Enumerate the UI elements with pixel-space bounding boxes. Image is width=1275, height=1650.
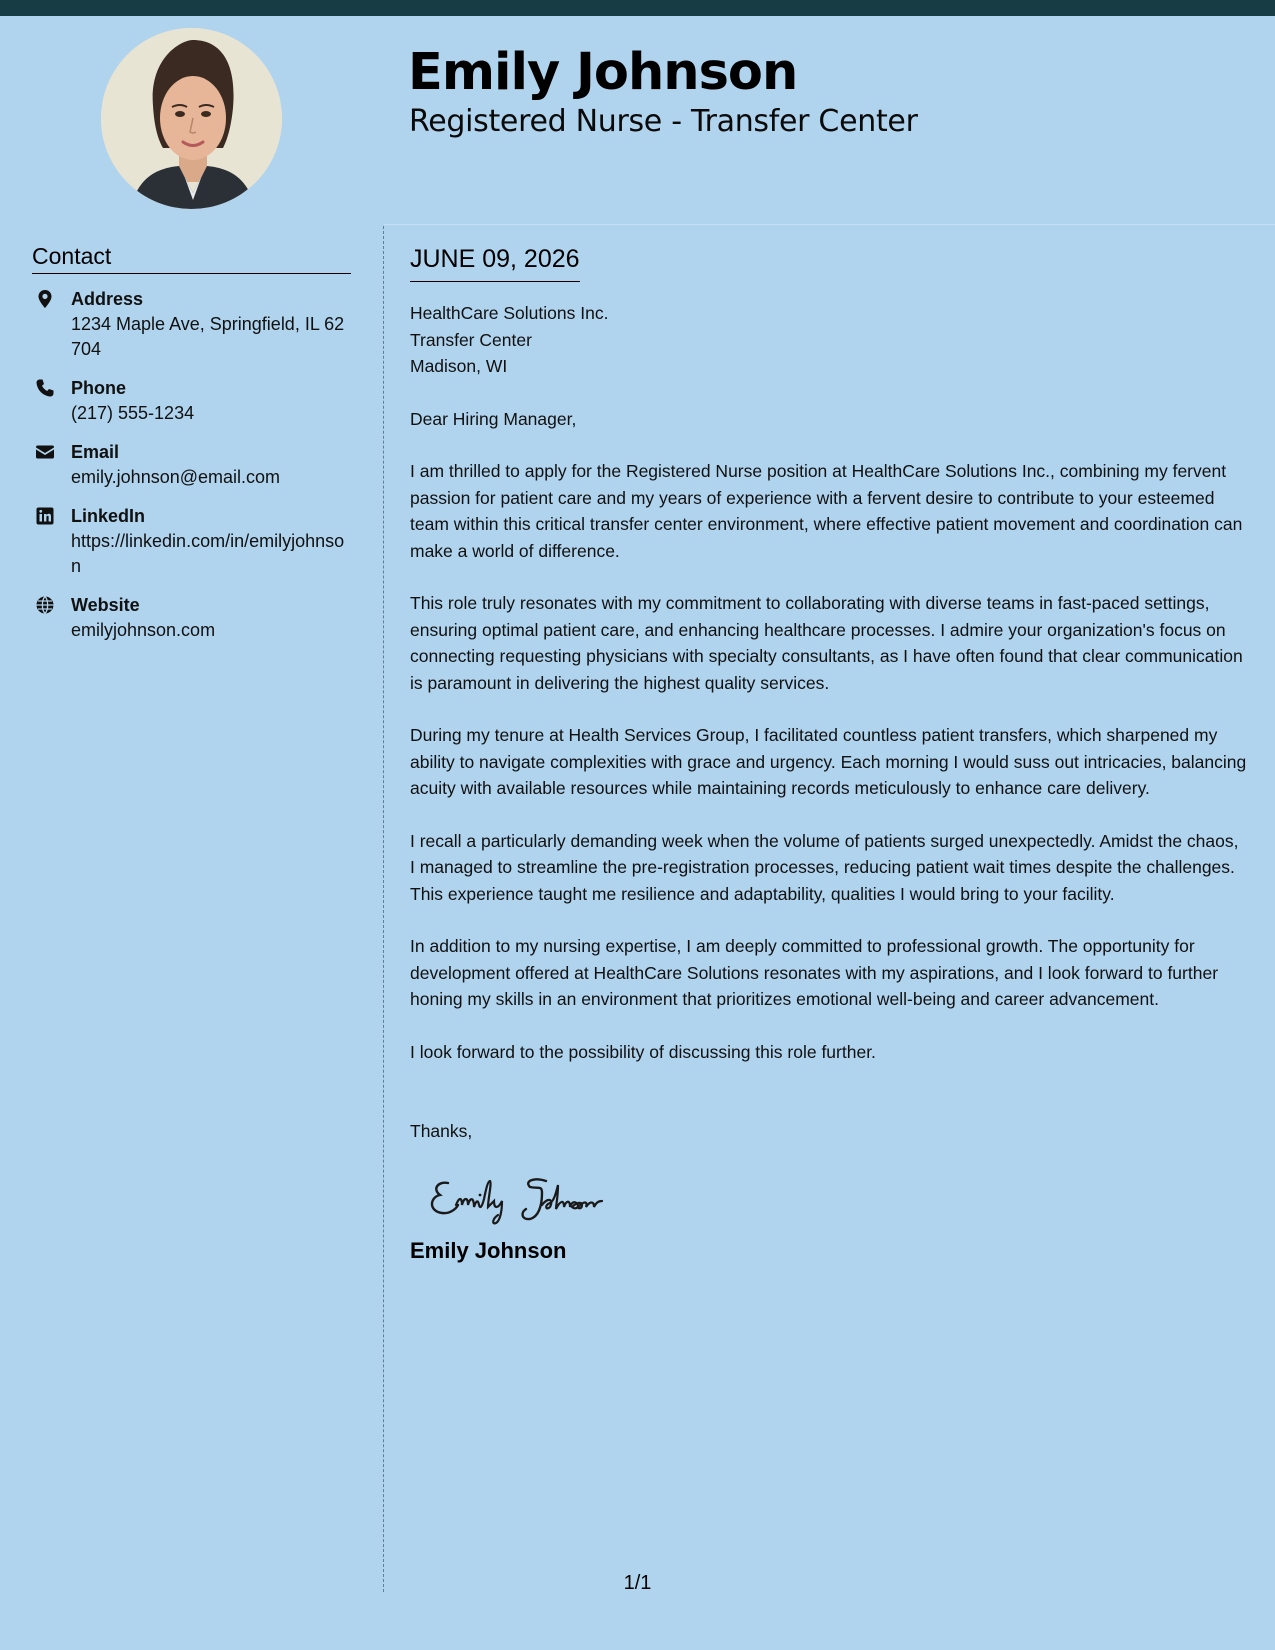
recipient-company: HealthCare Solutions Inc. [410,303,609,323]
header-name: Emily Johnson [408,43,798,102]
map-pin-icon [35,289,55,309]
letter-paragraph: In addition to my nursing expertise, I am deeply committed to professional growth. The opportunity for development offered at HealthCare Solutions resonates with my aspirations, and I look forward to further honing my skills in an environment that prioritizes emotional well-being and career advancement. [410,936,1219,1009]
letter-date: JUNE 09, 2026 [410,243,580,282]
header-divider [384,224,1275,225]
contact-heading: Contact [32,242,351,274]
recipient-location: Madison, WI [410,356,508,376]
top-accent-bar [0,0,1275,16]
globe-icon [35,595,55,615]
recipient-department: Transfer Center [410,329,532,350]
salutation: Dear Hiring Manager, [410,408,577,429]
contact-item-email [32,440,351,490]
letter-paragraph: I am thrilled to apply for the Registered Nurse position at HealthCare Solutions Inc., combining my fervent passion for patient care and my years of experience with a fervent desire to contribute to your esteemed team within this critical transfer center environment, where effective patient movement and coordination can make a world of difference. [410,461,1243,561]
envelope-icon [35,442,55,462]
header-job-title: Registered Nurse - Transfer Center [409,104,918,139]
letter-paragraph: This role truly resonates with my commitment to collaborating with diverse teams in fast-paced settings, ensuring optimal patient care, and enhancing healthcare processes. I admire your organization's focus on connecting requesting physicians with specialty consultants, as I have often found that clear communication is paramount in delivering the highest quality services. [410,593,1243,693]
contact-item-linkedin [32,504,351,579]
contact-label: Address [71,289,144,309]
letter-paragraph: I look forward to the possibility of discussing this role further. [410,1041,876,1062]
page-number: 1/1 [623,1572,652,1594]
letter-paragraph: I recall a particularly demanding week when the volume of patients surged unexpectedly. Amidst the chaos, I managed to streamline the pre-registration processes, reducing patient wait times despite the challenges. This experience taught me resilience and adaptability, qualities I would bring to your facility. [410,830,1239,904]
contact-label: LinkedIn [71,506,146,526]
column-divider [383,226,384,1592]
profile-photo [101,28,282,209]
contact-label: Phone [71,378,127,398]
linkedin-value[interactable]: https://linkedin.com/in/emilyjohnson [71,531,345,576]
website-value[interactable]: emilyjohnson.com [71,620,216,640]
contact-item-website [32,593,351,643]
sidebar [32,242,351,657]
signer-name: Emily Johnson [410,1237,567,1263]
letter-body [410,243,1248,1265]
closing: Thanks, [410,1121,473,1141]
contact-label: Email [71,442,120,462]
letter-paragraph: During my tenure at Health Services Group, I facilitated countless patient transfers, which sharpened my ability to navigate complexities with grace and urgency. Each morning I would suss out intricacies, balancing acuity with available resources while maintaining records meticulously to enhance care delivery. [410,725,1247,798]
contact-label: Website [71,595,140,615]
contact-list [32,287,351,643]
handwritten-signature [426,1163,686,1227]
phone-icon [35,378,55,398]
address-value: 1234 Maple Ave, Springfield, IL 62704 [71,314,345,359]
linkedin-icon [35,506,55,526]
recipient-block [410,300,1248,380]
contact-item-phone [32,376,351,426]
phone-value[interactable]: (217) 555-1234 [71,403,195,423]
email-value[interactable]: emily.johnson@email.com [71,467,281,487]
contact-item-address [32,287,351,362]
